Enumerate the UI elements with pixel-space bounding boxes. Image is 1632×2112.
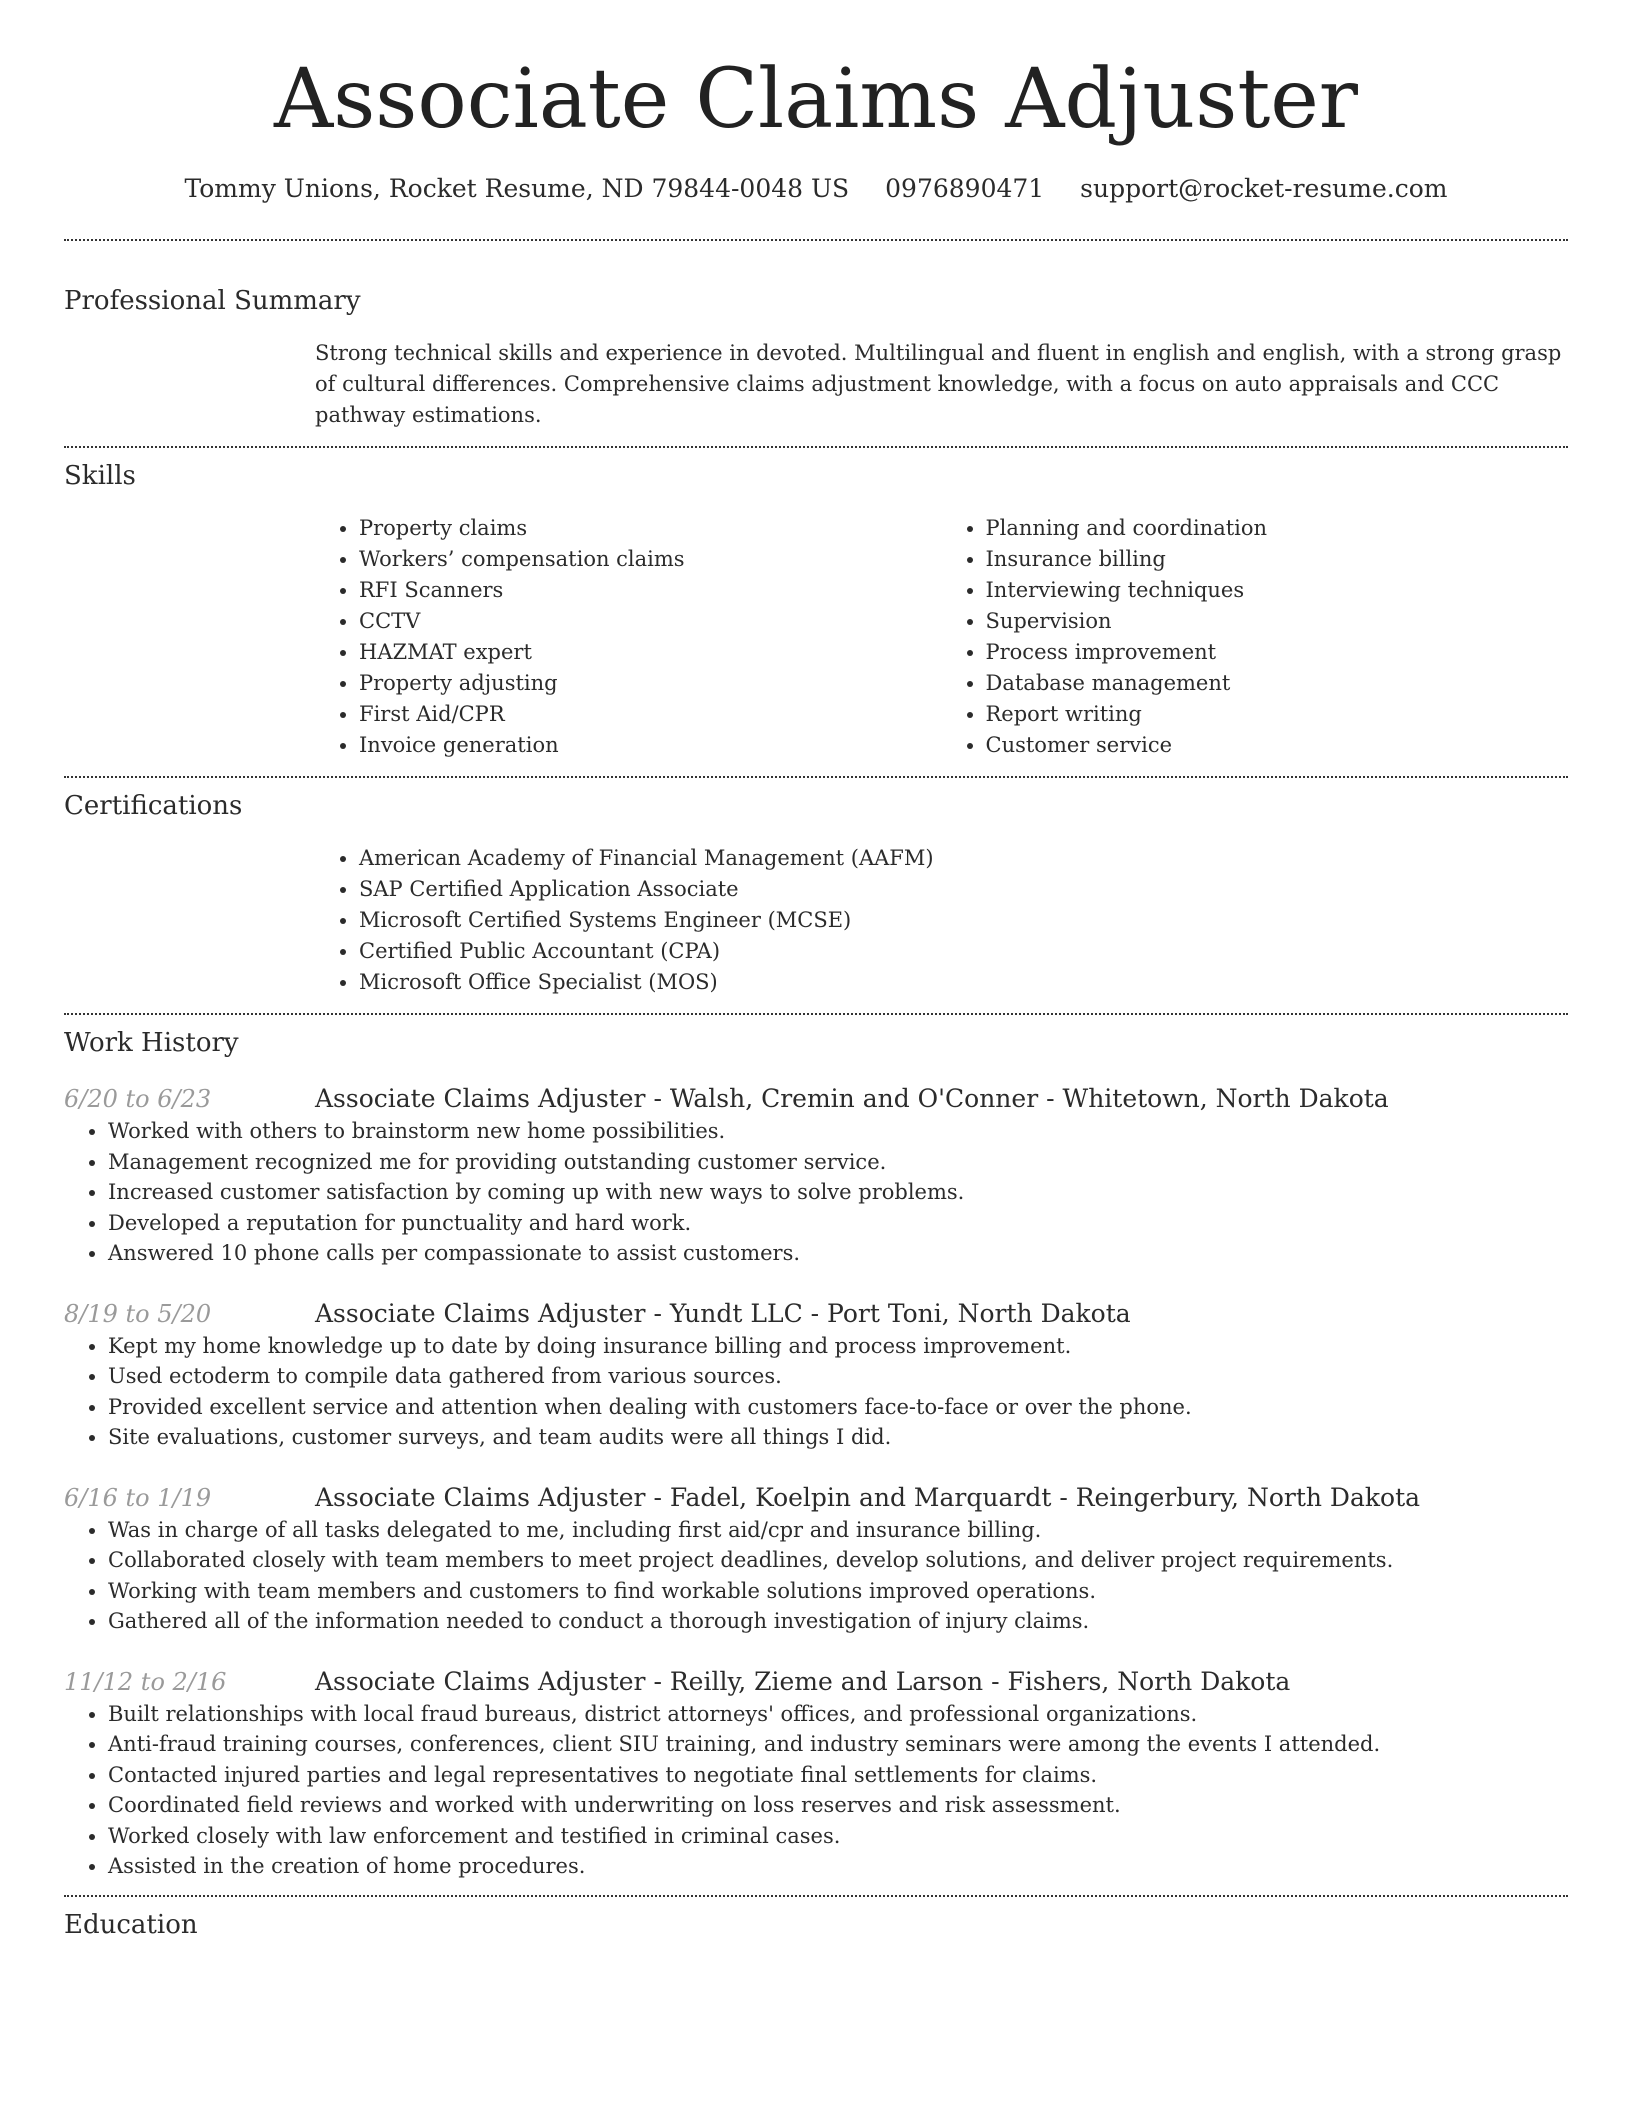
job-bullet: • Contacted injured parties and legal representatives to negotiate final settlements for claims. [108,1760,1568,1791]
education-section [64,1908,1568,1942]
job-title: Associate Claims Adjuster - Yundt LLC - Port Toni, North Dakota [315,1298,1131,1328]
job-bullet: • Kept my home knowledge up to date by doing insurance billing and process improvement. [108,1331,1568,1362]
job-dates: 8/19 to 5/20 [64,1299,212,1328]
section-title-work: Work History [64,1028,239,1058]
contact-email: support@rocket-resume.com [1080,174,1448,203]
skill-item: • Database management [986,668,1569,699]
contact-line [64,172,1568,206]
job-dates: 6/20 to 6/23 [64,1085,212,1113]
skill-item: • Planning and coordination [986,513,1569,544]
certifications-content [315,843,1568,998]
job-bullets [64,1515,1568,1637]
section-title-skills: Skills [64,461,136,491]
summary-section [64,284,1568,431]
certification-item: • American Academy of Financial Management (AAFM) [359,843,1568,874]
job-bullet: • Answered 10 phone calls per compassionate to assist customers. [108,1238,1568,1269]
skills-list-right [942,513,1569,761]
job-list [64,1082,1568,1882]
skill-item: • First Aid/CPR [359,699,942,730]
job-dates: 6/16 to 1/19 [64,1483,212,1512]
certification-item: • SAP Certified Application Associate [359,874,1568,905]
skill-item: • Customer service [986,730,1569,761]
job-entry [64,1297,1568,1453]
job-header [64,1082,1568,1116]
summary-text: Strong technical skills and experience in devoted. Multilingual and fluent in english and english, with a strong grasp of cultural differences. Comprehensive claims adjustment knowledge, with a focus on auto appraisals and CCC pathway estimations. [315,341,1562,427]
job-header [64,1297,1568,1331]
skills-list-left [315,513,942,761]
job-entry [64,1082,1568,1269]
job-title: Associate Claims Adjuster - Fadel, Koelpin and Marquardt - Reingerbury, North Dakota [315,1482,1421,1512]
job-bullet: • Site evaluations, customer surveys, and team audits were all things I did. [108,1422,1568,1453]
job-bullet: • Assisted in the creation of home procedures. [108,1851,1568,1882]
divider [64,1895,1568,1897]
job-bullet: • Used ectoderm to compile data gathered from various sources. [108,1361,1568,1392]
certifications-section [64,789,1568,998]
job-title: Associate Claims Adjuster - Reilly, Zieme and Larson - Fishers, North Dakota [315,1666,1291,1696]
skills-grid [315,513,1568,761]
job-bullet: • Worked with others to brainstorm new home possibilities. [108,1116,1568,1147]
job-entry [64,1481,1568,1637]
certification-item: • Certified Public Accountant (CPA) [359,936,1568,967]
skill-item: • HAZMAT expert [359,637,942,668]
divider [64,1013,1568,1015]
job-title: Associate Claims Adjuster - Walsh, Cremin and O'Conner - Whitetown, North Dakota [315,1084,1389,1113]
divider [64,239,1568,241]
skill-item: • Process improvement [986,637,1569,668]
job-header [64,1481,1568,1515]
section-title-summary: Professional Summary [64,286,361,316]
job-bullet: • Working with team members and customers to find workable solutions improved operations. [108,1576,1568,1607]
skill-item: • Report writing [986,699,1569,730]
skill-item: • Workers’ compensation claims [359,544,942,575]
certifications-list [315,843,1568,998]
skill-item: • Insurance billing [986,544,1569,575]
job-bullet: • Worked closely with law enforcement and testified in criminal cases. [108,1821,1568,1852]
job-header [64,1665,1568,1699]
certification-item: • Microsoft Office Specialist (MOS) [359,967,1568,998]
job-bullet: • Was in charge of all tasks delegated to me, including first aid/cpr and insurance billing. [108,1515,1568,1546]
certification-item: • Microsoft Certified Systems Engineer (MCSE) [359,905,1568,936]
skill-item: • Property adjusting [359,668,942,699]
resume-title: Associate Claims Adjuster [273,52,1359,147]
job-bullet: • Developed a reputation for punctuality and hard work. [108,1208,1568,1239]
contact-address: Tommy Unions, Rocket Resume, ND 79844-0048 US [184,174,850,203]
section-title-certifications: Certifications [64,791,243,821]
skill-item: • Invoice generation [359,730,942,761]
job-entry [64,1665,1568,1882]
job-bullet: • Anti-fraud training courses, conferences, client SIU training, and industry seminars were among the events I attended. [108,1729,1568,1760]
skill-item: • Supervision [986,606,1569,637]
job-bullet: • Increased customer satisfaction by coming up with new ways to solve problems. [108,1177,1568,1208]
job-bullet: • Management recognized me for providing outstanding customer service. [108,1147,1568,1178]
resume-page [64,0,1568,1942]
skill-item: • RFI Scanners [359,575,942,606]
work-section [64,1026,1568,1882]
section-title-education: Education [64,1909,198,1940]
job-bullets [64,1331,1568,1453]
skill-item: • Property claims [359,513,942,544]
contact-phone: 0976890471 [885,174,1045,203]
divider [64,446,1568,448]
skill-item: • CCTV [359,606,942,637]
skills-section [64,459,1568,761]
job-bullet: • Provided excellent service and attention when dealing with customers face-to-face or over the phone. [108,1392,1568,1423]
job-bullets [64,1116,1568,1269]
job-dates: 11/12 to 2/16 [64,1667,227,1696]
divider [64,776,1568,778]
job-bullet: • Built relationships with local fraud bureaus, district attorneys' offices, and professional organizations. [108,1699,1568,1730]
job-bullet: • Gathered all of the information needed to conduct a thorough investigation of injury claims. [108,1606,1568,1637]
job-bullet: • Coordinated field reviews and worked with underwriting on loss reserves and risk assessment. [108,1790,1568,1821]
job-bullet: • Collaborated closely with team members to meet project deadlines, develop solutions, and deliver project requirements. [108,1545,1568,1576]
skill-item: • Interviewing techniques [986,575,1569,606]
job-bullets [64,1699,1568,1882]
